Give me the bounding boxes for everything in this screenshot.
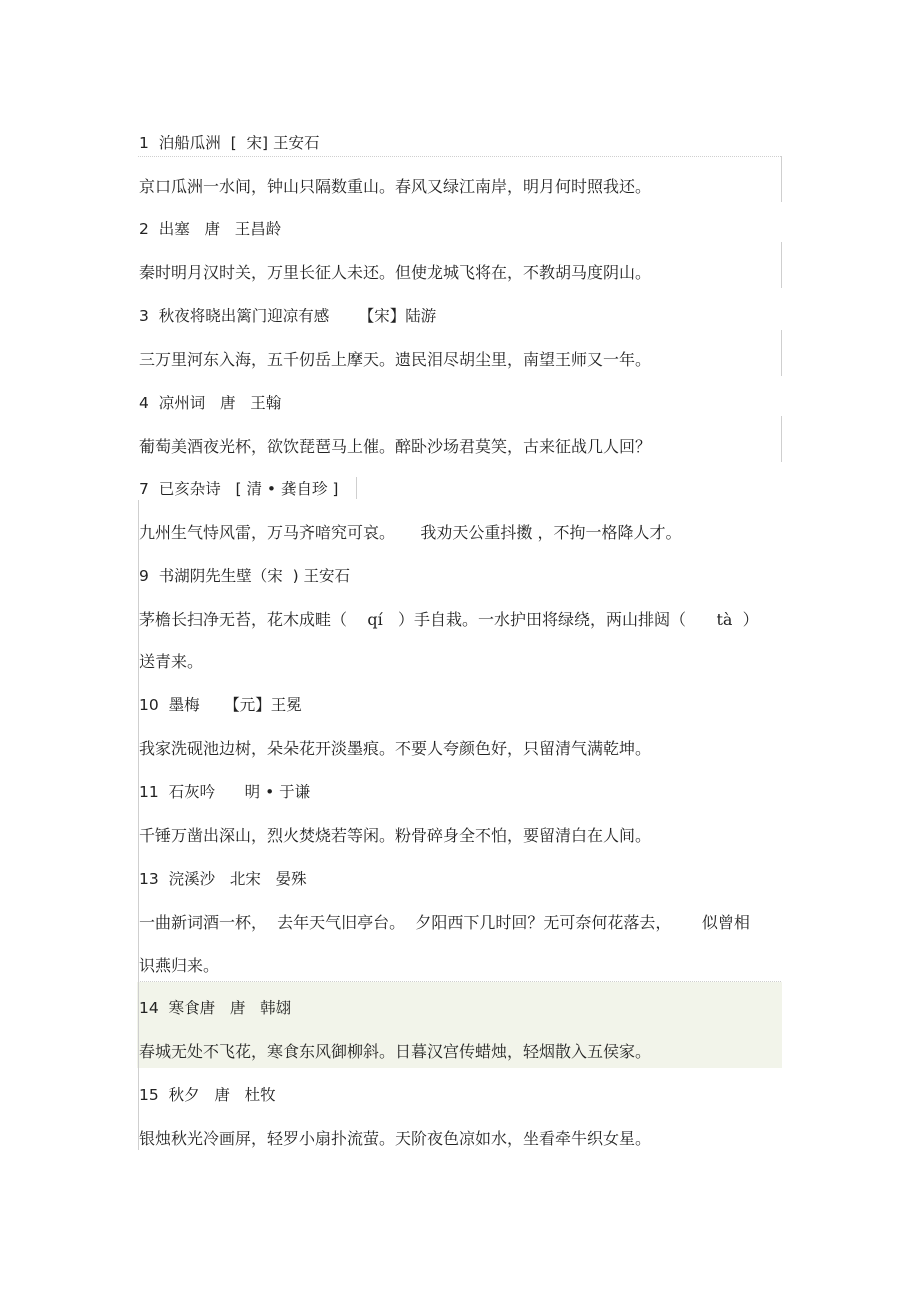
poem-title: 2 出塞 唐 王昌龄	[139, 220, 282, 238]
poem-title: 14 寒食唐 唐 韩翃	[139, 999, 292, 1017]
poem-title: 10 墨梅 【元】王冕	[139, 696, 302, 714]
poem-text: 京口瓜洲一水间，钟山只隔数重山。春风又绿江南岸，明月何时照我还。	[139, 177, 652, 196]
table-border	[781, 416, 782, 462]
poem-text: 春城无处不飞花，寒食东风御柳斜。日暮汉宫传蜡烛，轻烟散入五侯家。	[139, 1042, 652, 1061]
poem-text: 银烛秋光冷画屏，轻罗小扇扑流萤。天阶夜色凉如水，坐看牵牛织女星。	[139, 1129, 652, 1148]
poem-title: 4 凉州词 唐 王翰	[139, 394, 282, 412]
poem-title: 1 泊船瓜洲 [ 宋] 王安石	[139, 134, 320, 152]
table-border	[356, 477, 357, 499]
table-border	[781, 242, 782, 288]
poem-text: 秦时明月汉时关，万里长征人未还。但使龙城飞将在，不教胡马度阴山。	[139, 263, 652, 282]
poem-text: 三万里河东入海，五千仞岳上摩天。遗民泪尽胡尘里，南望王师又一年。	[139, 350, 652, 369]
poem-title: 3 秋夜将晓出篱门迎凉有感 【宋】陆游	[139, 307, 437, 325]
poem-text: 葡萄美酒夜光杯，欲饮琵琶马上催。醉卧沙场君莫笑，古来征战几人回？	[139, 437, 652, 456]
poem-text: 送青来。	[139, 652, 204, 671]
poem-title: 9 书湖阴先生壁（宋 ) 王安石	[139, 567, 351, 585]
table-border	[781, 156, 782, 202]
table-border	[138, 981, 781, 982]
poem-text: 识燕归来。	[139, 956, 220, 975]
table-border	[138, 156, 781, 157]
poem-text: 一曲新词酒一杯， 去年天气旧亭台。 夕阳西下几时回？无可奈何花落去， 似曾相	[139, 913, 750, 932]
poem-title: 13 浣溪沙 北宋 晏殊	[139, 870, 307, 888]
table-border	[781, 330, 782, 376]
poem-text: 千锤万凿出深山，烈火焚烧若等闲。粉骨碎身全不怕，要留清白在人间。	[139, 826, 652, 845]
poem-text: 我家洗砚池边树，朵朵花开淡墨痕。不要人夸颜色好，只留清气满乾坤。	[139, 739, 652, 758]
poem-text: 茅檐长扫净无苔，花木成畦（ qí ）手自栽。一水护田将绿绕，两山排闼（ tà ）	[139, 610, 759, 629]
poem-text: 九州生气恃风雷，万马齐喑究可哀。 我劝天公重抖擞 ，不拘一格降人才。	[139, 523, 682, 542]
poem-title: 15 秋夕 唐 杜牧	[139, 1086, 276, 1104]
poem-title: 7 已亥杂诗 [ 清 • 龚自珍 ]	[139, 480, 339, 498]
poem-title: 11 石灰吟 明 • 于谦	[139, 783, 311, 801]
